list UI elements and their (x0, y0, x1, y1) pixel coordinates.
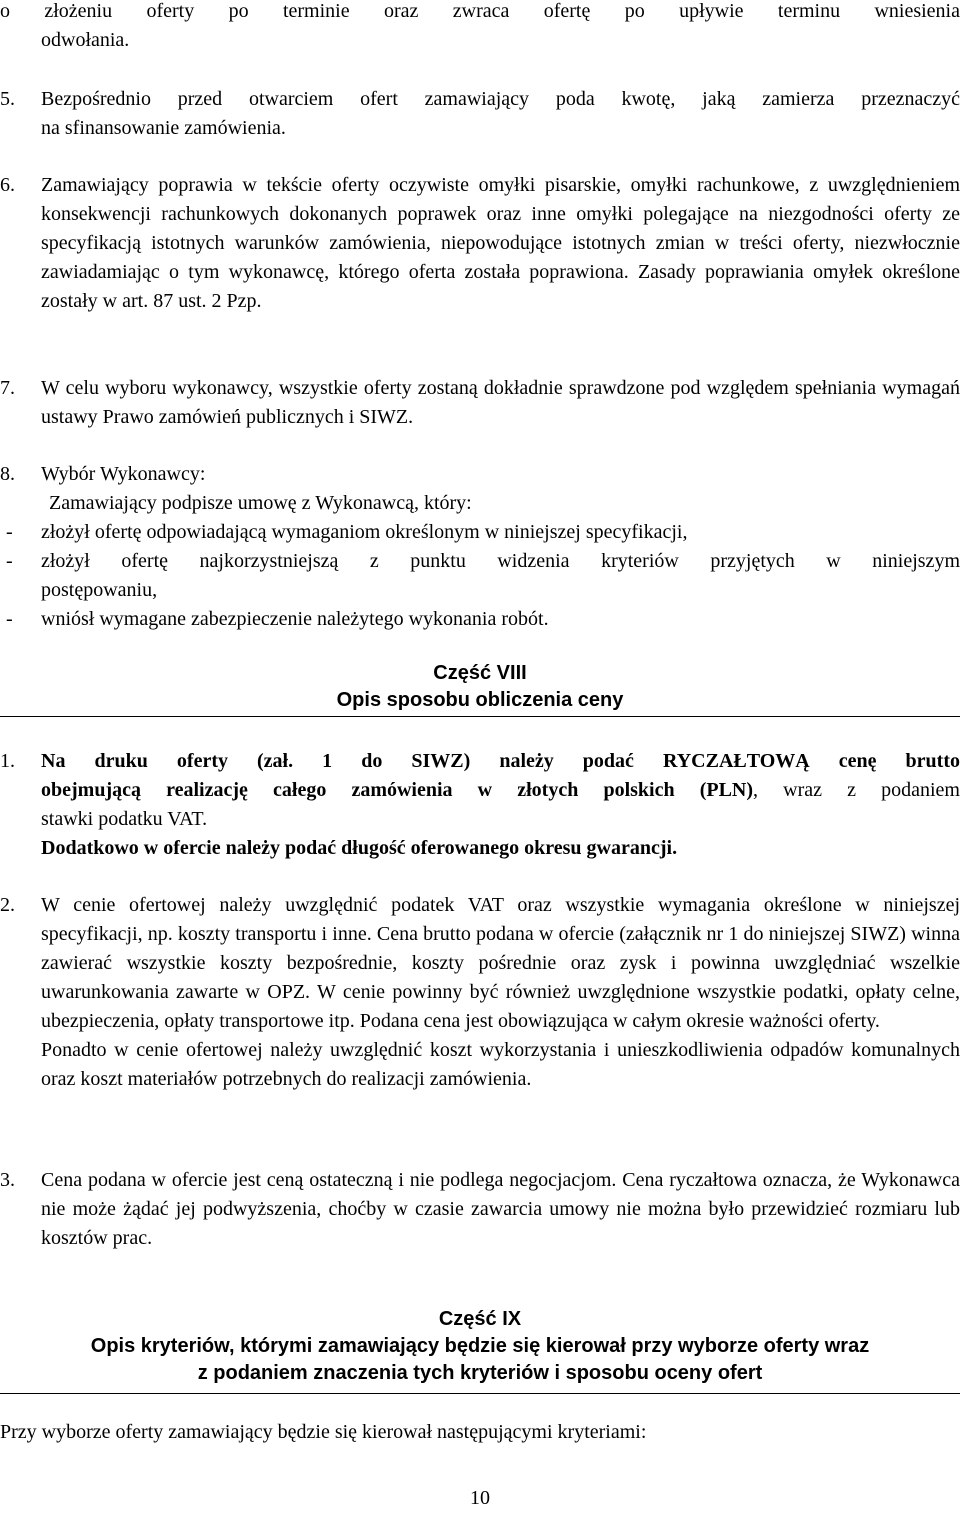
dash-marker: - (6, 521, 13, 543)
section-title: Część VIII (433, 662, 527, 684)
section-subtitle-line-1: Opis kryteriów, którymi zamawiający będzie się kierował przy wyborze oferty wraz (90, 1335, 870, 1357)
list-item-8 (0, 460, 960, 518)
bullet-2-text: złożył ofertę najkorzystniejszą z punktu widzenia kryteriów przyjętych w niniejszym (41, 550, 960, 572)
bullet-1 (0, 518, 960, 547)
item-number: 8. (0, 463, 15, 485)
bullet-2 (0, 547, 960, 605)
dash-marker: - (6, 608, 13, 630)
dash-marker: - (6, 550, 13, 572)
item-number: 7. (0, 377, 15, 399)
bullet-3 (0, 605, 960, 634)
bullet-3-text: wniósł wymagane zabezpieczenie należytego wykonania robót. (41, 608, 549, 630)
page-number: 10 (470, 1487, 490, 1509)
item-number: 1. (0, 750, 15, 772)
item-number: 3. (0, 1169, 15, 1191)
price-item-2-text-2: Ponadto w cenie ofertowej należy uwzględnić koszt wykorzystania i unieszkodliwienia odpadów komunalnych oraz koszt materiałów potrzebnych do realizacji zamówienia. (41, 1039, 960, 1090)
price-item-1 (0, 747, 960, 863)
section-subtitle-line-2: z podaniem znaczenia tych kryteriów i sposobu oceny ofert (197, 1362, 763, 1384)
list-item-5 (0, 85, 960, 143)
item-5-line-1: Bezpośrednio przed otwarciem ofert zamawiający poda kwotę, jaką zamierza przeznaczyć (41, 88, 960, 110)
list-item-7 (0, 374, 960, 432)
item-5-line-2: na sfinansowanie zamówienia. (41, 117, 286, 139)
price-item-3-text: Cena podana w ofercie jest ceną ostateczną i nie podlega negocjacjom. Cena ryczałtowa oznacza, że Wykonawca nie może żądać jej podwyższenia, choćby w czasie zawarcia umowy nie można było przewidzieć rozmiaru lub kosztów prac. (41, 1169, 960, 1249)
item-number: 6. (0, 174, 15, 196)
bold-text: Dodatkowo w ofercie należy podać długość oferowanego okresu gwarancji. (41, 837, 678, 859)
price-item-2 (0, 891, 960, 1094)
item-number: 2. (0, 894, 15, 916)
bullet-1-text: złożył ofertę odpowiadającą wymaganiom określonym w niniejszej specyfikacji, (41, 521, 688, 543)
continuation-line: o złożeniu oferty po terminie oraz zwraca ofertę po upływie terminu wniesienia (0, 0, 960, 22)
bold-text: obejmującą realizację całego zamówienia w złotych polskich (PLN) (41, 779, 754, 801)
price-item-1-line-1 (41, 747, 960, 776)
section-subtitle: Opis sposobu obliczenia ceny (336, 689, 624, 711)
price-item-1-line-2 (41, 776, 960, 805)
price-item-2-text: W cenie ofertowej należy uwzględnić podatek VAT oraz wszystkie wymagania określone w niniejszej specyfikacji, np. koszty transportu i inne. Cena brutto podana w ofercie (załącznik nr 1 do niniejszej SIWZ) winna zawierać wszystkie koszty bezpośrednie, koszty pośrednie oraz zysk i powinna uwzględniać wszelkie uwarunkowania zawarte w OPZ. W cenie powinny być również uwzględnione wszystkie podatki, opłaty celne, ubezpieczenia, opłaty transportowe itp. Podana cena jest obowiązująca w całym okresie ważności oferty. (41, 894, 960, 1032)
bullet-2-text-cont: postępowaniu, (41, 579, 158, 601)
price-item-1-line-3: stawki podatku VAT. (41, 808, 208, 830)
price-item-1-line-4 (41, 834, 960, 863)
price-item-3 (0, 1166, 960, 1253)
section-divider (0, 716, 960, 717)
criteria-intro: Przy wyborze oferty zamawiający będzie się kierował następującymi kryteriami: (0, 1421, 647, 1443)
bold-text: Na druku oferty (zał. 1 do SIWZ) należy podać RYCZAŁTOWĄ cenę brutto (41, 750, 960, 772)
continuation-line-2: odwołania. (41, 29, 130, 51)
section-title: Część IX (438, 1308, 522, 1330)
item-7-text: W celu wyboru wykonawcy, wszystkie oferty zostaną dokładnie sprawdzone pod względem spełniania wymagań ustawy Prawo zamówień publicznych i SIWZ. (41, 377, 960, 428)
item-8-heading: Wybór Wykonawcy: (41, 463, 206, 485)
section-divider (0, 1393, 960, 1394)
item-number: 5. (0, 88, 15, 110)
list-item-6 (0, 171, 960, 316)
item-6-text: Zamawiający poprawia w tekście oferty oczywiste omyłki pisarskie, omyłki rachunkowe, z uwzględnieniem konsekwencji rachunkowych dokonanych poprawek oraz inne omyłki polegające na niezgodności oferty ze specyfikacją istotnych warunków zamówienia, niepowodujące istotnych zmian w treści oferty, niezwłocznie zawiadamiając o tym wykonawcę, którego oferta została poprawiona. Zasady poprawiania omyłek określone zostały w art. 87 ust. 2 Pzp. (41, 174, 960, 312)
item-8-intro: Zamawiający podpisze umowę z Wykonawcą, który: (49, 492, 472, 514)
regular-text: , wraz z podaniem (753, 779, 960, 801)
